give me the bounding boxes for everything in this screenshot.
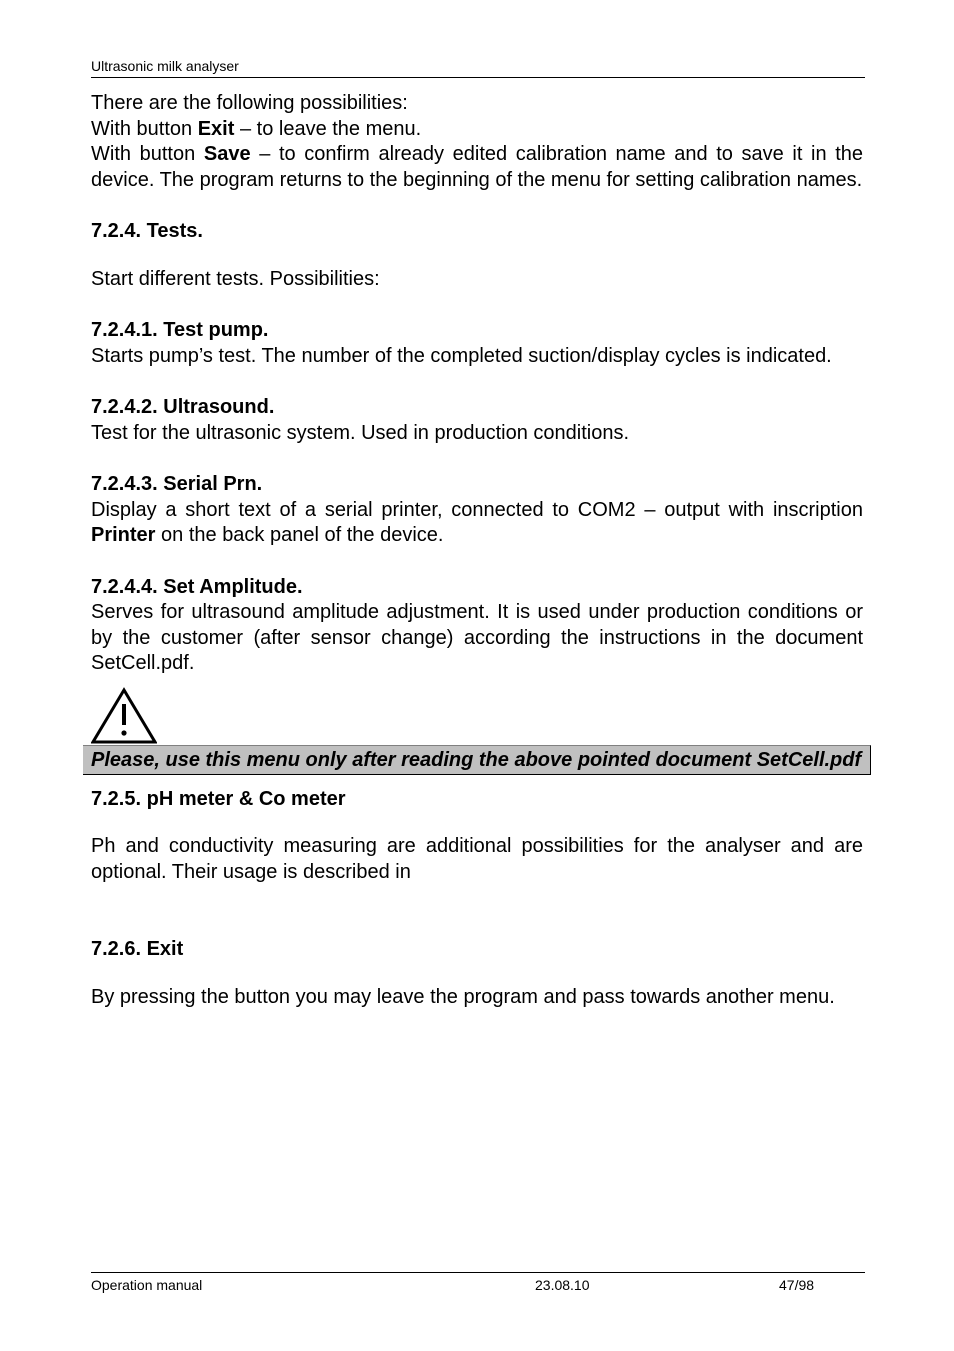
exit-text: By pressing the button you may leave the program and pass towards another menu. [91,985,835,1008]
footer-date: 23.08.10 [535,1277,590,1293]
subsection-heading-set-amplitude: 7.2.4.4. Set Amplitude. [91,575,303,598]
ph-meter-text: Ph and conductivity measuring are additional possibilities for the analyser and are optional. Their usage is described in [91,835,863,883]
footer-document-name: Operation manual [91,1277,203,1293]
page-header [91,57,865,78]
printer-keyword: Printer [91,524,156,546]
save-keyword: Save [203,143,251,165]
set-amplitude-text: Serves for ultrasound amplitude adjustment. It is used under production conditions or by the customer (after sensor change) according the instructions in the document SetCell.pdf. [91,601,863,674]
subsection-heading-test-pump: 7.2.4.1. Test pump. [91,319,269,341]
warning-note: Please, use this menu only after reading the above pointed document SetCell.pdf [83,745,871,775]
intro-line: There are the following possibilities: [91,92,408,114]
page-footer [91,1272,865,1293]
page-content [91,91,863,1010]
serial-prn-text: Display a short text of a serial printer, connected to COM2 – output with inscription Printer on the back panel of the device. [91,498,863,546]
exit-keyword: Exit [197,117,235,140]
intro-exit-line: With button Exit – to leave the menu. [91,117,422,140]
header-title: Ultrasonic milk analyser [91,58,239,74]
section-heading-ph-meter: 7.2.5. pH meter & Co meter [91,787,346,810]
section-heading-exit: 7.2.6. Exit [91,938,184,960]
tests-intro: Start different tests. Possibilities: [91,267,380,290]
section-heading-tests: 7.2.4. Tests. [91,220,203,242]
footer-page-number: 47/98 [779,1277,815,1293]
ultrasound-text: Test for the ultrasonic system. Used in production conditions. [91,421,630,444]
intro-save-line: With button Save – to confirm already edited calibration name and to save it in the device. The program returns to the beginning of the menu for setting calibration names. [91,143,863,191]
test-pump-text: Starts pump’s test. The number of the completed suction/display cycles is indicated. [91,344,832,367]
subsection-heading-serial-prn: 7.2.4.3. Serial Prn. [91,473,263,495]
subsection-heading-ultrasound: 7.2.4.2. Ultrasound. [91,396,275,418]
warning-triangle-icon [91,687,157,745]
